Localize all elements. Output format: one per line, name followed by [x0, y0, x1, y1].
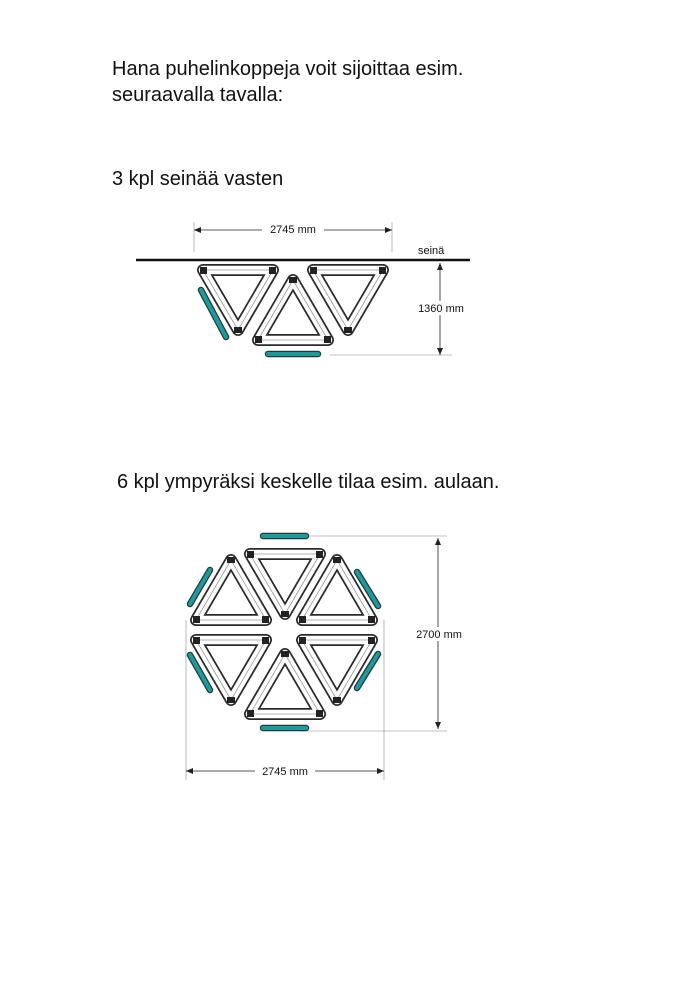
height-label: 2700 mm	[416, 629, 462, 641]
width-label-1: 2745 mm	[270, 224, 316, 236]
wall-label: seinä	[418, 245, 445, 257]
depth-label: 1360 mm	[418, 303, 464, 315]
width-label-2: 2745 mm	[262, 766, 308, 778]
intro-line-2: seuraavalla tavalla:	[112, 84, 284, 106]
section-2-heading: 6 kpl ympyräksi keskelle tilaa esim. aulaan.	[117, 471, 500, 493]
circle-layout-diagram	[186, 536, 468, 780]
wall-layout-diagram	[136, 222, 471, 355]
intro-line-1: Hana puhelinkoppeja voit sijoittaa esim.	[112, 58, 464, 80]
section-1-heading: 3 kpl seinää vasten	[112, 168, 284, 190]
